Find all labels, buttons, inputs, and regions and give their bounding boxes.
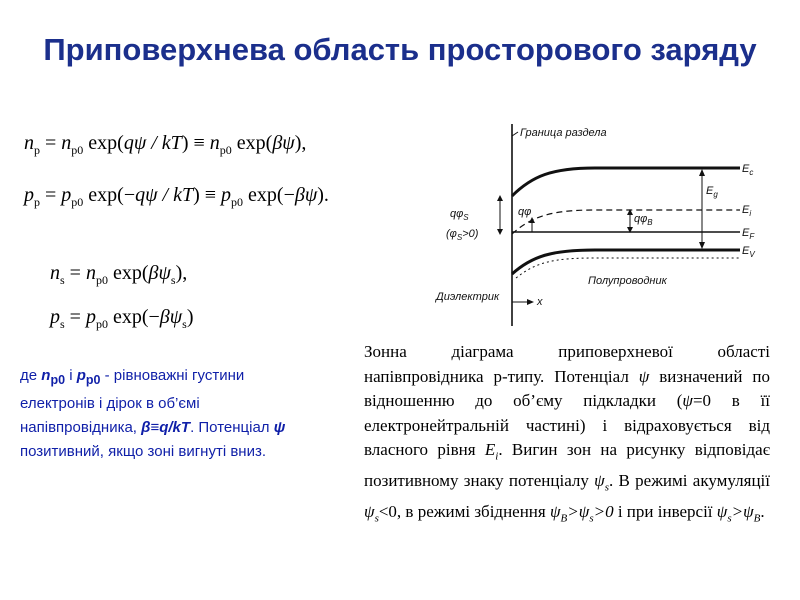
band-diagram	[420, 114, 780, 328]
x-axis-label: x	[537, 296, 543, 308]
qphib-label: $q\varphi_B$	[634, 213, 653, 227]
equation-np: $n_p = n_{p0}$ $\exp(q\psi / kT) \equiv n_{p0}$ exp(βψ),	[24, 132, 307, 157]
slide-title: Приповерхнева область просторового заряду	[43, 32, 757, 67]
dielectric-label: Диэлектрик	[436, 291, 500, 303]
phis-condition: $(\varphi_S>0)$	[446, 228, 479, 242]
boundary-label: Граница раздела	[520, 127, 607, 139]
semiconductor-label: Полупроводник	[588, 275, 667, 287]
eg-label: $E_g$	[706, 185, 718, 199]
ei-label: $E_i$	[742, 204, 752, 218]
ev-label: $E_V$	[742, 245, 755, 259]
diagram-description: Зонна діаграма приповерхневої області напівпровідника p-типу. Потенціал ψ визначений по відношенню до об’єму підкладки (ψ=0 в її електронейтральній частині) і відраховується від власного рівня $E_i$. Вигин зон на рисунку відповідає позитивному знаку потенціалу $\psi_s$. В режимі акумуляції $\psi_s<0$, в режимі збіднення $\psi_B>\psi_s>0$ і при інверсії $\psi_s>\psi_B$.	[364, 342, 771, 525]
ec-label: $E_c$	[742, 163, 754, 177]
equation-pp: $p_p = p_{p0}$ $\exp(-q\psi / kT) \equiv p_{p0}$ exp(−βψ).	[24, 184, 329, 209]
equation-ps: $p_s = p_{p0}$ $\exp(-\beta\psi_s)$	[50, 306, 194, 331]
qphis-label: $q\varphi_S$	[450, 208, 469, 222]
ef-label: $E_F$	[742, 227, 755, 241]
qphi-label: qφ	[518, 206, 532, 218]
equation-ns: $n_s = n_{p0}$ $\exp(\beta\psi_s)$,	[50, 262, 188, 287]
note-text: де $n_{p0}$ і $p_{p0}$ - рівноважні густини електронів і дірок в об’ємі напівпровідника, β≡q/kT. Потенціал ψ позитивний, якщо зоні вигнуті вниз.	[20, 367, 286, 460]
